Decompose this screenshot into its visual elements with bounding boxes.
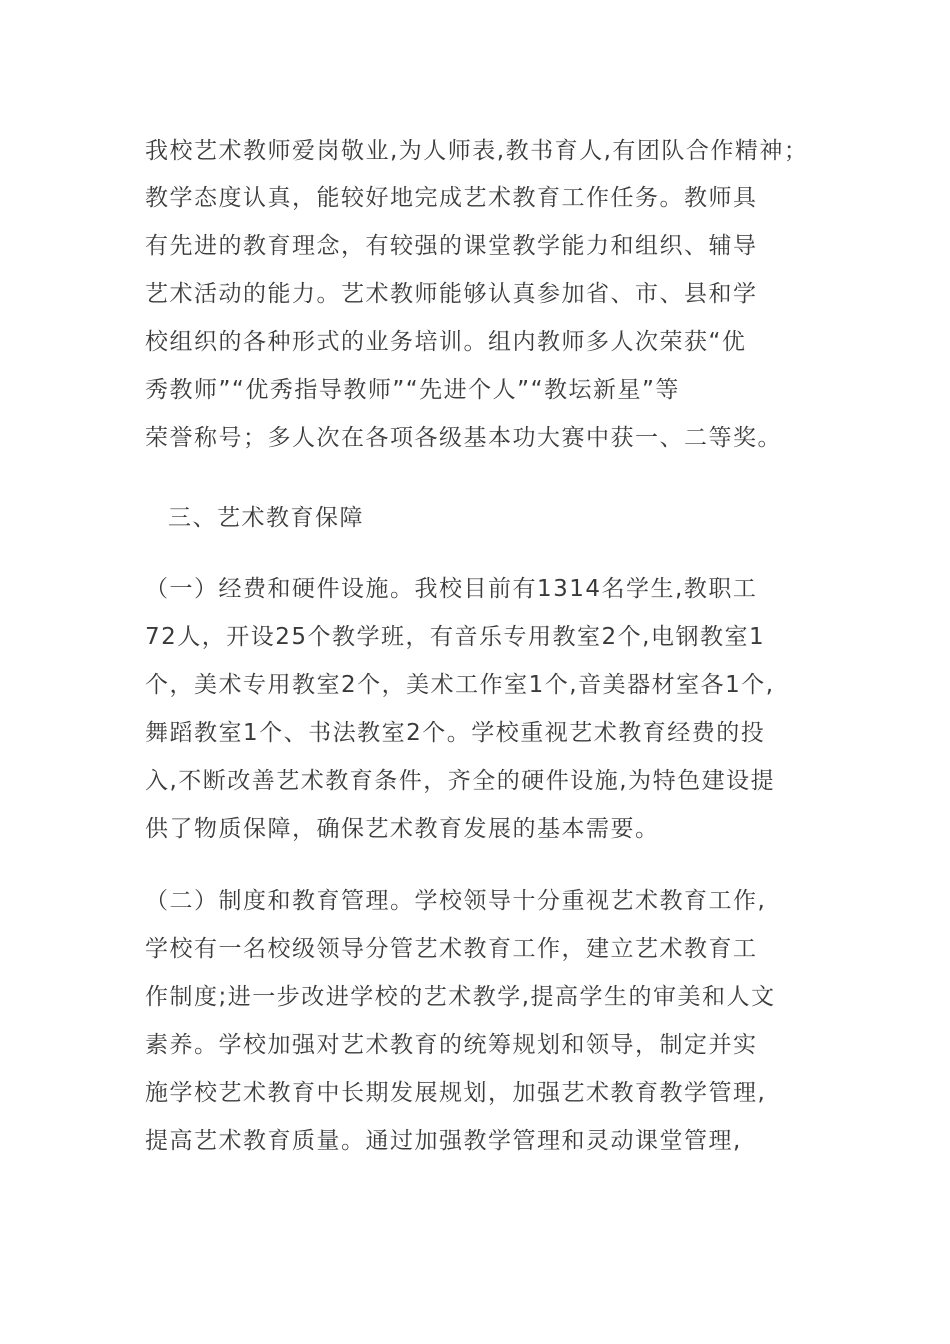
text-line: 有先进的教育理念，有较强的课堂教学能力和组织、辅导 (145, 233, 758, 259)
text-line: （一）经费和硬件设施。我校目前有1314名学生,教职工 (145, 576, 758, 602)
text-line: 素养。学校加强对艺术教育的统筹规划和领导，制定并实 (145, 1032, 758, 1058)
text-line: 艺术活动的能力。艺术教师能够认真参加省、市、县和学 (145, 281, 758, 307)
text-line: 72人，开设25个教学班，有音乐专用教室2个,电钢教室1 (145, 624, 766, 650)
text-line: 我校艺术教师爱岗敬业,为人师表,教书育人,有团队合作精神； (145, 138, 809, 164)
text-line: 荣誉称号；多人次在各项各级基本功大赛中获一、二等奖。 (145, 425, 782, 451)
text-line: 教学态度认真，能较好地完成艺术教育工作任务。教师具 (145, 185, 758, 211)
text-line: 秀教师”“优秀指导教师”“先进个人”“教坛新星”等 (145, 377, 680, 403)
text-line: 提高艺术教育质量。通过加强教学管理和灵动课堂管理, (145, 1128, 742, 1154)
text-line: 校组织的各种形式的业务培训。组内教师多人次荣获“优 (145, 329, 747, 355)
section-heading: 三、艺术教育保障 (168, 505, 364, 531)
text-line: 作制度;进一步改进学校的艺术教学,提高学生的审美和人文 (145, 984, 776, 1010)
text-line: 学校有一名校级领导分管艺术教育工作，建立艺术教育工 (145, 936, 758, 962)
text-line: 施学校艺术教育中长期发展规划，加强艺术教育教学管理, (145, 1080, 767, 1106)
text-line: 入,不断改善艺术教育条件，齐全的硬件设施,为特色建设提 (145, 768, 776, 794)
text-line: 供了物质保障，确保艺术教育发展的基本需要。 (145, 816, 660, 842)
text-line: 个，美术专用教室2个，美术工作室1个,音美器材室各1个, (145, 672, 775, 698)
text-line: （二）制度和教育管理。学校领导十分重视艺术教育工作, (145, 888, 767, 914)
text-line: 舞蹈教室1个、书法教室2个。学校重视艺术教育经费的投 (145, 720, 766, 746)
